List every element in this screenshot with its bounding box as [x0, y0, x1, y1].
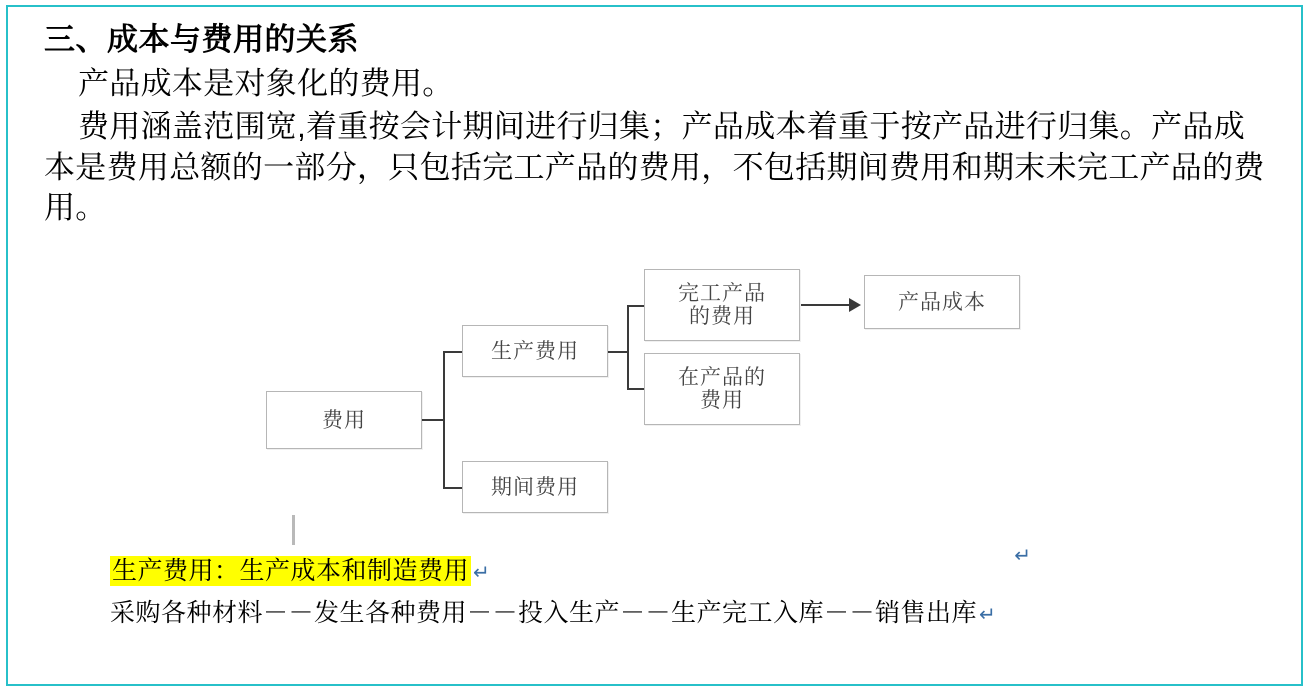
node-finished-goods-fee — [644, 269, 800, 341]
node-production-fee — [462, 325, 608, 377]
node-wip-fee — [644, 353, 800, 425]
pilcrow-icon-2: ↵ — [979, 604, 997, 627]
highlight-note-text: 生产费用：生产成本和制造费用 — [112, 557, 470, 586]
pilcrow-icon: ↵ — [473, 562, 491, 585]
footer-notes — [44, 551, 1274, 629]
connector-fee-bus — [443, 351, 445, 489]
process-flow-text: 采购各种材料－－发生各种费用－－投入生产－－生产完工入库－－销售出库 — [110, 599, 978, 628]
node-period-fee-label: 期间费用 — [491, 475, 579, 499]
connector-to-wip — [627, 388, 645, 390]
page-frame — [6, 5, 1303, 686]
connector-to-period-fee — [443, 487, 463, 489]
node-fee-label: 费用 — [322, 408, 366, 432]
connector-to-finished — [627, 305, 645, 307]
node-product-cost-label: 产品成本 — [898, 290, 986, 314]
connector-production-stem — [608, 351, 628, 353]
process-flow-row — [110, 593, 1274, 629]
node-fee — [266, 391, 422, 449]
cost-relationship-diagram — [44, 247, 1274, 547]
node-period-fee — [462, 461, 608, 513]
connector-finished-to-cost — [801, 304, 851, 306]
connector-fee-stem — [422, 419, 444, 421]
node-production-fee-label: 生产费用 — [491, 339, 579, 363]
arrow-head-icon — [849, 298, 861, 312]
cursor-tick — [292, 515, 295, 545]
node-wip-line2: 费用 — [700, 389, 744, 413]
connector-to-production-fee — [443, 351, 463, 353]
node-wip-line1: 在产品的 — [678, 365, 766, 389]
page-title: 三、成本与费用的关系 — [44, 22, 359, 57]
node-finished-line2: 的费用 — [689, 305, 755, 329]
node-product-cost — [864, 275, 1020, 329]
paragraph-2: 费用涵盖范围宽,着重按会计期间进行归集；产品成本着重于按产品进行归集。产品成本是费用总额的一部分，只包括完工产品的费用，不包括期间费用和期末未完工产品的费用。 — [44, 108, 1265, 226]
highlight-note-row — [110, 551, 1274, 587]
paragraph-1: 产品成本是对象化的费用。 — [78, 65, 454, 101]
slide-content — [44, 21, 1274, 671]
node-finished-line1: 完工产品 — [678, 281, 766, 305]
connector-production-bus — [627, 305, 629, 389]
pilcrow-icon-3: ↵ — [1014, 545, 1031, 567]
